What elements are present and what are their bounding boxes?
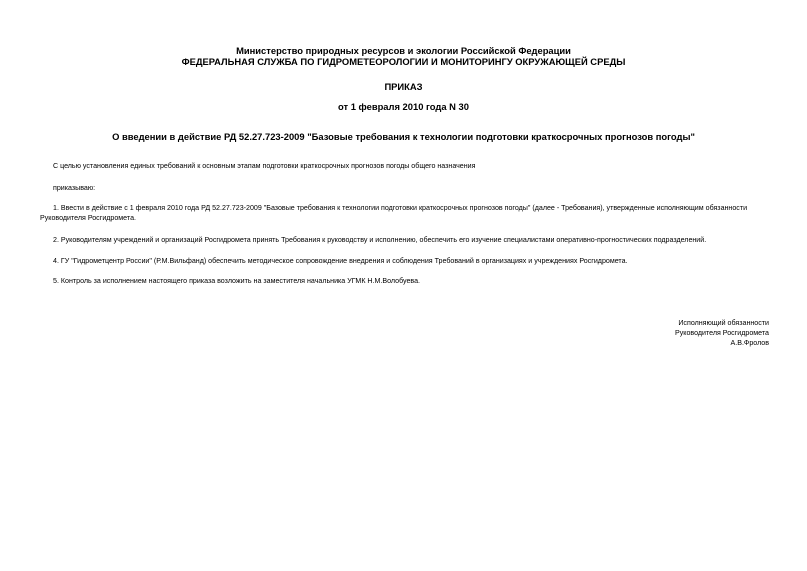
list-item — [40, 235, 773, 245]
signature-name: А.В.Фролов — [730, 339, 769, 347]
intro-text: С целью установления единых требований к основным этапам подготовки краткосрочных прогнозов погоды общего назначения — [53, 162, 476, 170]
document-date-number: от 1 февраля 2010 года N 30 — [338, 101, 469, 112]
prikazyvayu-paragraph — [40, 183, 773, 193]
item-2-text: 2. Руководителям учреждений и организаций Росгидромета принять Требования к руководству и исполнению, обеспечить его изучение специалистами оперативно-прогностических подразделений. — [53, 236, 707, 244]
signature-position-line2: Руководителя Росгидромета — [674, 329, 769, 337]
item-5-text: 5. Контроль за исполнением настоящего приказа возложить на заместителя начальника УГМК Н.М.Волобуева. — [53, 277, 421, 285]
ministry-heading: Министерство природных ресурсов и экологии Российской Федерации — [236, 45, 571, 56]
item-4-text: 4. ГУ "Гидрометцентр России" (Р.М.Вильфанд) обеспечить методическое сопровождение внедрения и соблюдения Требований в организациях и учреждениях Росгидромета. — [53, 257, 628, 265]
list-item — [40, 256, 773, 266]
document-type: ПРИКАЗ — [384, 81, 423, 92]
signature-position-line1: Исполняющий обязанности — [678, 319, 769, 327]
prikazyvayu-text: приказываю: — [53, 184, 96, 192]
list-item — [40, 203, 773, 223]
intro-paragraph — [40, 161, 773, 171]
item-1-text: 1. Ввести в действие с 1 февраля 2010 года РД 52.27.723-2009 "Базовые требования к технологии подготовки краткосрочных прогнозов погоды" (далее - Требования), утвержденные исполняющим обязанности Руководителя Росгидромета. — [40, 204, 748, 222]
document-title: О введении в действие РД 52.27.723-2009 "Базовые требования к технологии подготовки краткосрочных прогнозов погоды" — [112, 131, 695, 142]
service-heading: ФЕДЕРАЛЬНАЯ СЛУЖБА ПО ГИДРОМЕТЕОРОЛОГИИ И МОНИТОРИНГУ ОКРУЖАЮЩЕЙ СРЕДЫ — [181, 56, 626, 67]
list-item — [40, 276, 773, 286]
